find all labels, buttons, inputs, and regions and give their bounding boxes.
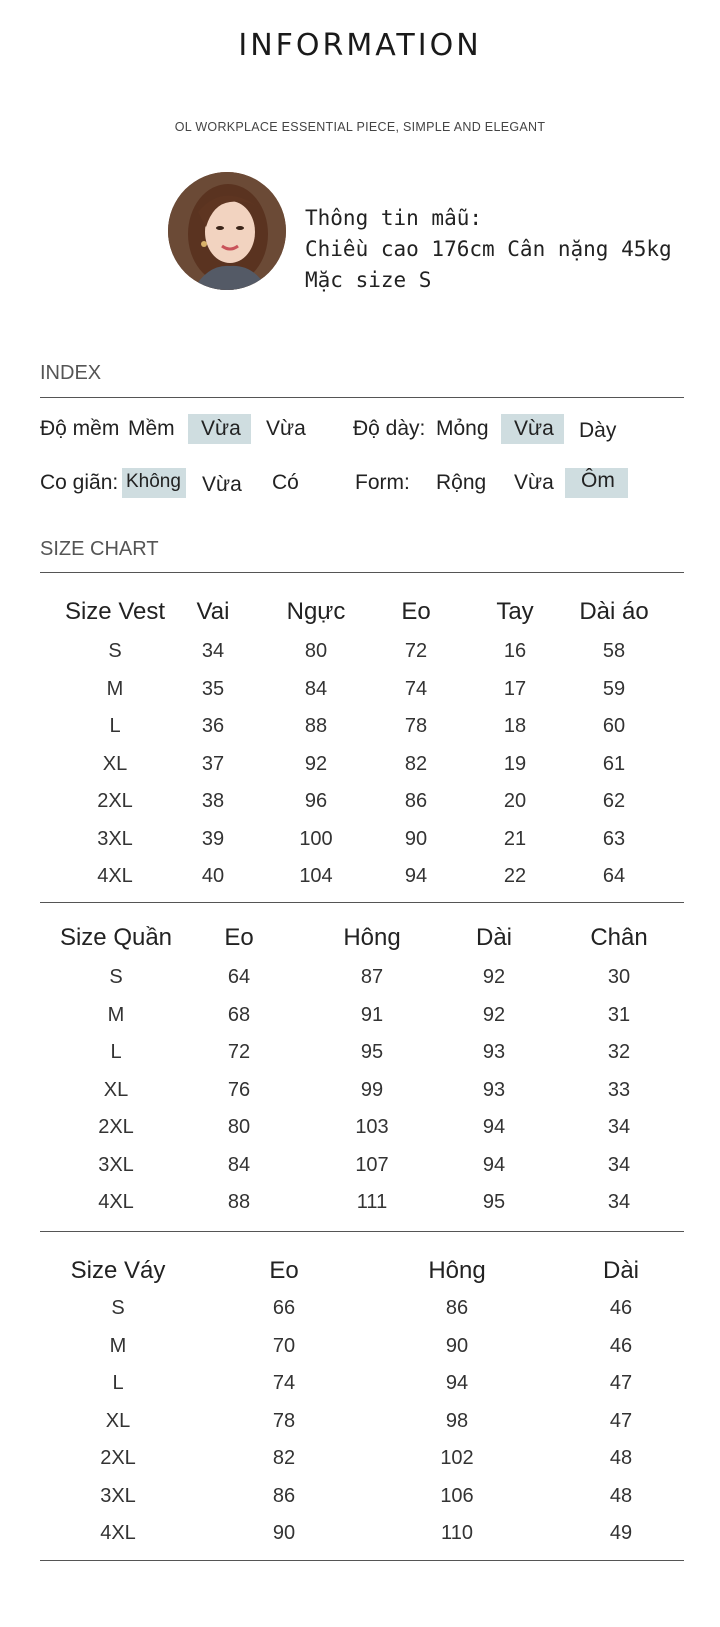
pants-value-cell: 95: [482, 1191, 506, 1213]
skirt-size-cell: S: [111, 1297, 125, 1319]
pants-value-cell: 68: [227, 1003, 251, 1026]
pants-value-cell: 88: [227, 1191, 251, 1213]
vest-value-cell: 39: [201, 827, 225, 850]
model-info-label: Thông tin mẫu:: [305, 206, 483, 230]
skirt-value-cell: 78: [272, 1409, 296, 1432]
skirt-value-cell: 86: [272, 1484, 296, 1507]
skirt-size-cell: M: [109, 1334, 127, 1357]
skirt-header-cell: Dài: [602, 1257, 640, 1284]
thickness-option-thick: Dày: [579, 419, 617, 442]
pants-value-cell: 34: [607, 1116, 631, 1138]
skirt-header-cell: Eo: [269, 1257, 299, 1284]
pants-value-cell: 84: [227, 1153, 251, 1176]
pants-size-cell: XL: [103, 1078, 129, 1101]
pants-value-cell: 93: [482, 1041, 506, 1063]
vest-size-cell: 4XL: [97, 865, 133, 887]
stretch-label: Co giãn:: [40, 471, 119, 494]
vest-size-cell: S: [108, 640, 122, 662]
vest-value-cell: 19: [503, 752, 527, 775]
vest-value-cell: 38: [201, 790, 225, 812]
skirt-value-cell: 90: [272, 1522, 296, 1544]
vest-value-cell: 18: [503, 715, 527, 737]
vest-value-cell: 64: [602, 865, 626, 887]
vest-value-cell: 86: [404, 790, 428, 812]
skirt-size-cell: 4XL: [100, 1522, 136, 1544]
pants-header-cell: Dài: [475, 924, 513, 951]
skirt-value-cell: 74: [272, 1372, 296, 1394]
skirt-value-cell: 90: [445, 1334, 469, 1357]
vest-value-cell: 61: [602, 752, 626, 775]
skirt-value-cell: 82: [272, 1447, 296, 1469]
size-chart-heading: SIZE CHART: [40, 538, 159, 560]
pants-value-cell: 72: [227, 1041, 251, 1063]
pants-header-cell: Size Quần: [59, 924, 173, 951]
vest-value-cell: 60: [602, 715, 626, 737]
skirt-value-cell: 106: [440, 1484, 474, 1507]
pants-value-cell: 111: [356, 1191, 388, 1213]
model-size: Mặc size S: [305, 268, 432, 292]
pants-size-cell: M: [107, 1003, 125, 1026]
vest-value-cell: 74: [404, 677, 428, 700]
vest-value-cell: 16: [503, 640, 527, 662]
stretch-option-none: Không: [126, 471, 181, 492]
model-info: [305, 203, 672, 296]
pants-value-cell: 87: [360, 966, 384, 988]
softness-option-medium-2: Vừa: [266, 417, 306, 440]
vest-value-cell: 59: [602, 677, 626, 700]
pants-value-cell: 76: [227, 1078, 251, 1101]
pants-value-cell: 34: [607, 1191, 631, 1213]
vest-value-cell: 62: [602, 790, 626, 812]
pants-value-cell: 93: [482, 1078, 506, 1101]
vest-value-cell: 82: [404, 752, 428, 775]
page-title: INFORMATION: [238, 28, 482, 63]
vest-value-cell: 20: [503, 790, 527, 812]
softness-label: Độ mềm: [40, 417, 120, 440]
pants-value-cell: 64: [227, 966, 251, 988]
vest-value-cell: 35: [201, 677, 225, 700]
vest-size-cell: 2XL: [97, 790, 133, 812]
vest-value-cell: 17: [503, 677, 527, 700]
stretch-option-yes: Có: [272, 471, 299, 494]
vest-value-cell: 63: [602, 827, 626, 850]
skirt-size-cell: 3XL: [100, 1484, 136, 1507]
vest-value-cell: 36: [201, 715, 225, 737]
form-option-loose: Rộng: [436, 471, 487, 494]
vest-size-cell: M: [106, 677, 124, 700]
vest-value-cell: 22: [503, 865, 527, 887]
pants-size-cell: 2XL: [98, 1116, 134, 1138]
pants-header-cell: Chân: [590, 924, 648, 951]
form-option-fitted: Ôm: [581, 469, 615, 492]
skirt-header-cell: Size Váy: [70, 1257, 166, 1284]
skirt-value-cell: 49: [609, 1522, 633, 1544]
pants-table-divider: [40, 1231, 684, 1232]
skirt-size-cell: L: [112, 1372, 124, 1394]
skirt-value-cell: 110: [441, 1522, 473, 1544]
vest-table-divider: [40, 902, 684, 903]
pants-value-cell: 32: [607, 1041, 631, 1063]
vest-value-cell: 88: [304, 715, 328, 737]
size-chart-divider: [40, 572, 684, 573]
vest-value-cell: 21: [503, 827, 527, 850]
pants-size-cell: S: [109, 966, 123, 988]
pants-value-cell: 80: [227, 1116, 251, 1138]
pants-size-cell: 4XL: [98, 1191, 134, 1213]
softness-option-medium: Vừa: [201, 417, 241, 440]
page-subtitle: OL WORKPLACE ESSENTIAL PIECE, SIMPLE AND ELEGANT: [174, 120, 546, 134]
vest-value-cell: 34: [201, 640, 225, 662]
model-portrait-icon: [168, 172, 286, 290]
pants-value-cell: 103: [355, 1116, 389, 1138]
thickness-option-medium: Vừa: [514, 417, 554, 440]
vest-size-cell: 3XL: [97, 827, 133, 850]
vest-value-cell: 104: [299, 865, 333, 887]
skirt-value-cell: 98: [445, 1409, 469, 1432]
vest-size-cell: L: [109, 715, 121, 737]
pants-value-cell: 94: [482, 1116, 506, 1138]
thickness-label: Độ dày:: [353, 417, 426, 440]
pants-value-cell: 92: [482, 1003, 506, 1026]
skirt-value-cell: 102: [440, 1447, 474, 1469]
stretch-option-medium: Vừa: [202, 473, 242, 496]
vest-header-cell: Size Vest: [64, 598, 166, 625]
skirt-value-cell: 66: [272, 1297, 296, 1319]
vest-value-cell: 84: [304, 677, 328, 700]
form-label: Form:: [355, 471, 410, 494]
skirt-value-cell: 86: [445, 1297, 469, 1319]
pants-value-cell: 107: [355, 1153, 389, 1176]
skirt-header-cell: Hông: [428, 1257, 486, 1284]
vest-header-cell: Eo: [401, 598, 431, 625]
vest-value-cell: 37: [201, 752, 225, 775]
pants-size-cell: L: [110, 1041, 122, 1063]
pants-value-cell: 30: [607, 966, 631, 988]
vest-value-cell: 80: [304, 640, 328, 662]
pants-value-cell: 31: [607, 1003, 631, 1026]
pants-size-cell: 3XL: [98, 1153, 134, 1176]
vest-value-cell: 94: [404, 865, 428, 887]
vest-header-cell: Dài áo: [579, 598, 649, 625]
pants-header-cell: Eo: [224, 924, 254, 951]
softness-option-soft: Mềm: [128, 417, 175, 440]
skirt-value-cell: 48: [609, 1447, 633, 1469]
pants-header-cell: Hông: [343, 924, 401, 951]
skirt-size-cell: 2XL: [100, 1447, 136, 1469]
skirt-value-cell: 70: [272, 1334, 296, 1357]
skirt-value-cell: 48: [609, 1484, 633, 1507]
vest-header-cell: Tay: [496, 598, 534, 625]
pants-value-cell: 33: [607, 1078, 631, 1101]
thickness-option-thin: Mỏng: [436, 417, 489, 440]
model-measurements: Chiều cao 176cm Cân nặng 45kg: [305, 237, 672, 261]
vest-size-cell: XL: [102, 752, 128, 775]
skirt-table-divider: [40, 1560, 684, 1561]
vest-value-cell: 72: [404, 640, 428, 662]
vest-value-cell: 40: [201, 865, 225, 887]
vest-value-cell: 100: [299, 827, 333, 850]
pants-value-cell: 95: [360, 1041, 384, 1063]
skirt-size-cell: XL: [105, 1409, 131, 1432]
pants-value-cell: 91: [360, 1003, 384, 1026]
vest-value-cell: 96: [304, 790, 328, 812]
skirt-value-cell: 94: [445, 1372, 469, 1394]
vest-value-cell: 58: [602, 640, 626, 662]
pants-value-cell: 99: [360, 1078, 384, 1101]
vest-header-cell: Ngực: [286, 598, 346, 625]
pants-value-cell: 34: [607, 1153, 631, 1176]
vest-value-cell: 90: [404, 827, 428, 850]
skirt-value-cell: 46: [609, 1334, 633, 1357]
skirt-value-cell: 47: [609, 1409, 633, 1432]
model-avatar: [168, 172, 286, 290]
index-divider: [40, 397, 684, 398]
form-option-regular: Vừa: [514, 471, 554, 494]
skirt-value-cell: 47: [609, 1372, 633, 1394]
skirt-value-cell: 46: [609, 1297, 633, 1319]
vest-value-cell: 78: [404, 715, 428, 737]
index-heading: INDEX: [40, 362, 102, 384]
pants-value-cell: 92: [482, 966, 506, 988]
pants-value-cell: 94: [482, 1153, 506, 1176]
vest-header-cell: Vai: [196, 598, 230, 625]
vest-value-cell: 92: [304, 752, 328, 775]
